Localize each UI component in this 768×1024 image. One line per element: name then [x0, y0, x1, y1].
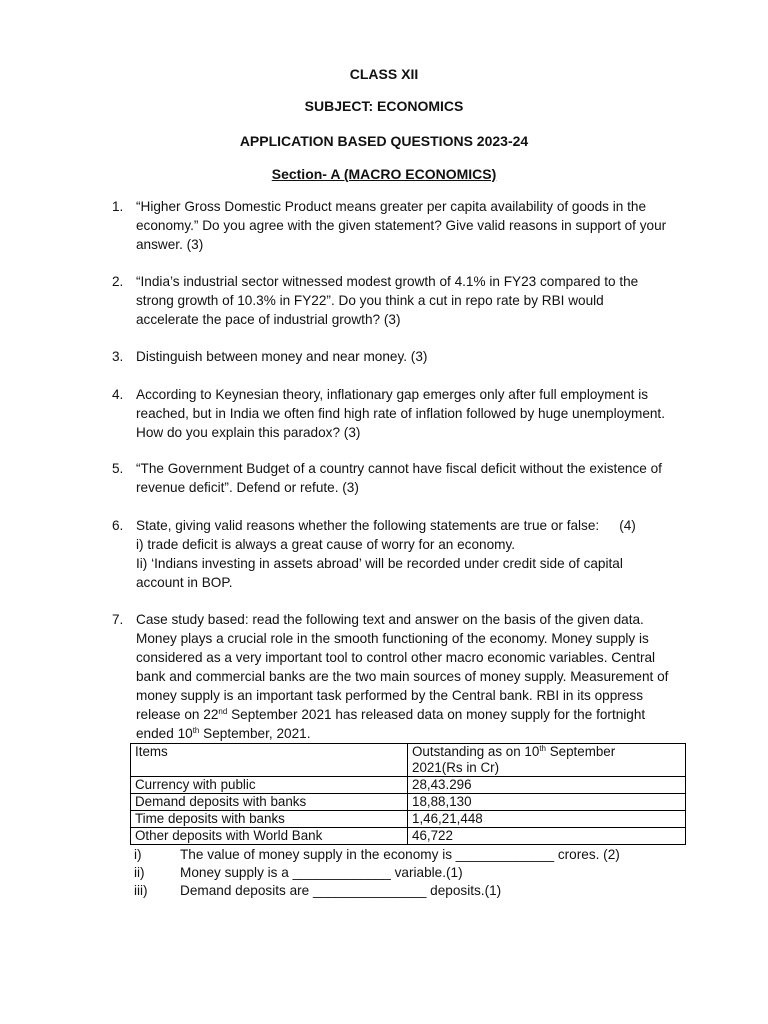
- class-heading: CLASS XII: [349, 66, 419, 82]
- header-text: September: [545, 744, 616, 759]
- subquestion-number: iii): [134, 883, 148, 898]
- question-text-line: According to Keynesian theory, inflationary gap emerges only after full employment is: [136, 387, 649, 402]
- question-2: [112, 272, 672, 329]
- question-text-line: account in BOP.: [136, 575, 233, 590]
- money-supply-table: [130, 743, 686, 845]
- table-header-cell: [408, 744, 686, 777]
- table-header-row: [131, 744, 686, 777]
- table-cell-item: Time deposits with banks: [131, 811, 408, 828]
- table-header-cell: Items: [131, 744, 408, 777]
- subquestion-text: The value of money supply in the economy is _____________ crores. (2): [180, 847, 620, 862]
- subquestion-text: Money supply is a _____________ variable.(1): [180, 865, 463, 880]
- question-5: [112, 459, 672, 497]
- question-6: [112, 516, 672, 592]
- question-text-line: [136, 516, 672, 535]
- table-cell-item: Other deposits with World Bank: [131, 828, 408, 845]
- question-number: 4.: [112, 387, 124, 402]
- ordinal-suffix: nd: [218, 707, 228, 716]
- table-cell-item: Currency with public: [131, 777, 408, 794]
- subquestion-2: [134, 864, 463, 882]
- ordinal-suffix: th: [539, 744, 546, 753]
- question-text-line: [136, 724, 672, 743]
- question-text-line: Money plays a crucial role in the smooth functioning of the economy. Money supply is: [136, 631, 649, 646]
- question-text-line: Ii) ‘Indians investing in assets abroad’ will be recorded under credit side of capital: [136, 556, 623, 571]
- table-row: [131, 794, 686, 811]
- subquestion-1: [134, 846, 620, 864]
- table-cell-value: 1,46,21,448: [408, 811, 686, 828]
- question-text-line: i) trade deficit is always a great cause of worry for an economy.: [136, 537, 516, 552]
- header-text: Outstanding as on 10: [412, 744, 540, 759]
- question-text-line: Distinguish between money and near money. (3): [136, 349, 428, 364]
- table-row: [131, 811, 686, 828]
- question-text-line: “Higher Gross Domestic Product means greater per capita availability of goods in the: [136, 199, 647, 214]
- question-text-line: money supply is an important task performed by the Central bank. RBI in its oppress: [136, 688, 643, 703]
- subquestion-number: ii): [134, 865, 145, 880]
- release-text: release on 22: [136, 707, 219, 722]
- release-text: September 2021 has released data on money supply for the fortnight: [227, 707, 646, 722]
- question-number: 6.: [112, 518, 124, 533]
- ended-text: ended 10: [136, 726, 193, 741]
- question-7: [112, 610, 672, 743]
- question-text-line: Case study based: read the following text and answer on the basis of the given data.: [136, 612, 644, 627]
- subquestion-text: Demand deposits are _______________ deposits.(1): [180, 883, 502, 898]
- table-row: [131, 828, 686, 845]
- question-text-line: considered as a very important tool to control other macro economic variables. Central: [136, 650, 656, 665]
- question-number: 7.: [112, 612, 124, 627]
- question-text-line: How do you explain this paradox? (3): [136, 425, 361, 440]
- subject-heading: SUBJECT: ECONOMICS: [304, 98, 464, 114]
- question-text-line: strong growth of 10.3% in FY22”. Do you think a cut in repo rate by RBI would: [136, 293, 604, 308]
- question-text-line: “The Government Budget of a country cannot have fiscal deficit without the existence of: [136, 461, 662, 476]
- question-text-line: revenue deficit”. Defend or refute. (3): [136, 480, 359, 495]
- question-text-line: answer. (3): [136, 237, 204, 252]
- table-cell-item: Demand deposits with banks: [131, 794, 408, 811]
- section-heading: Section- A (MACRO ECONOMICS): [271, 166, 497, 182]
- question-number: 3.: [112, 349, 124, 364]
- question-text-line: bank and commercial banks are the two main sources of money supply. Measurement of: [136, 669, 669, 684]
- table-cell-value: 46,722: [408, 828, 686, 845]
- question-3: [112, 347, 672, 366]
- question-text-line: economy.” Do you agree with the given statement? Give valid reasons in support of your: [136, 218, 667, 233]
- question-text: State, giving valid reasons whether the following statements are true or false:: [136, 518, 600, 533]
- question-text-line: [136, 705, 672, 724]
- question-4: [112, 385, 672, 442]
- ended-text: September, 2021.: [199, 726, 311, 741]
- question-number: 5.: [112, 461, 124, 476]
- question-text-line: accelerate the pace of industrial growth? (3): [136, 312, 401, 327]
- header-text: 2021(Rs in Cr): [412, 760, 500, 775]
- question-number: 1.: [112, 199, 124, 214]
- subquestion-3: [134, 882, 501, 900]
- question-marks: (4): [619, 518, 636, 533]
- question-text-line: “India’s industrial sector witnessed modest growth of 4.1% in FY23 compared to the: [136, 274, 639, 289]
- question-text-line: reached, but in India we often find high rate of inflation followed by huge unemployment.: [136, 406, 665, 421]
- ordinal-suffix: th: [192, 726, 200, 735]
- table-cell-value: 28,43.296: [408, 777, 686, 794]
- question-1: [112, 197, 672, 254]
- table-row: [131, 777, 686, 794]
- question-number: 2.: [112, 274, 124, 289]
- title-heading: APPLICATION BASED QUESTIONS 2023-24: [239, 133, 529, 149]
- table-cell-value: 18,88,130: [408, 794, 686, 811]
- subquestion-number: i): [134, 847, 142, 862]
